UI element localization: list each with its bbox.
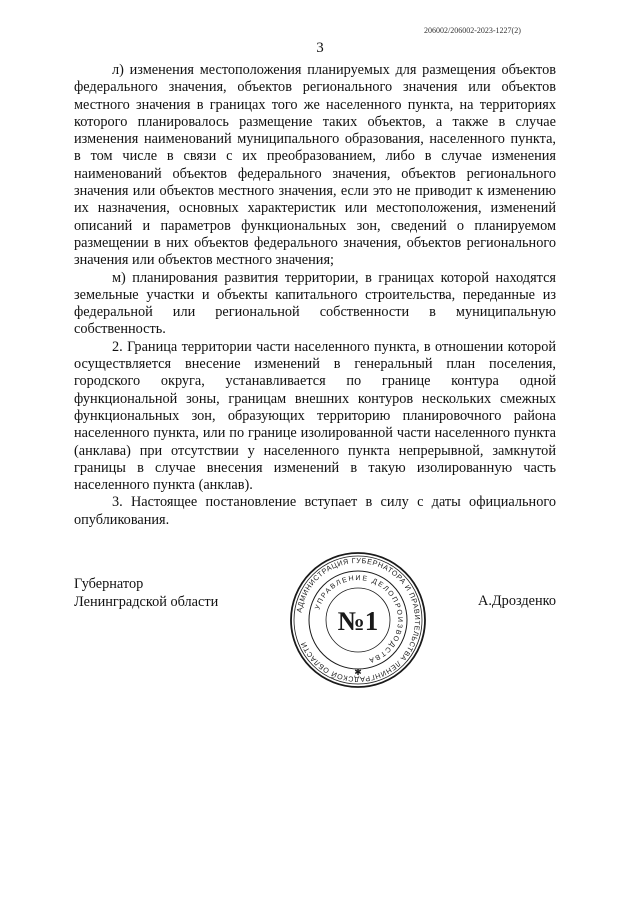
paragraph-3: 3. Настоящее постановление вступает в силу с даты официального опубликования. — [74, 494, 556, 528]
seal-number: №1 — [337, 606, 379, 636]
page-number: 3 — [316, 40, 324, 56]
document-body — [74, 62, 556, 529]
seal-inner-text: УПРАВЛЕНИЕ ДЕЛОПРОИЗВОДСТВА — [314, 574, 404, 664]
official-seal — [288, 550, 428, 690]
paragraph-m: м) планирования развития территории, в границах которой находятся земельные участки и объекты капитального строительства, переданные из федеральной или региональной собственности в муниципальную собственность. — [74, 269, 556, 338]
signatory-title — [74, 576, 218, 611]
paragraph-2: 2. Граница территории части населенного пункта, в отношении которой осуществляется внесение изменений в генеральный план поселения, городского округа, устанавливается по границе контура одной функциональной зоны, границам внешних контуров нескольких смежных функциональных зон, образующих территорию планировочного района населенного пункта, или по границе изолированной части населенного пункта (анклава) при отсутствии у населенного пункта непрерывной, замкнутой границы в случае внесения изменений в такую изолированную часть населенного пункта (анклав). — [74, 338, 556, 494]
paragraph-l: л) изменения местоположения планируемых для размещения объектов федерального значения, объектов регионального значения или объектов местного значения в границах того же населенного пункта, на территориях которого планировалось размещение таких объектов, а также в случае изменения наименований муниципального образования, населенного пункта, в том числе в связи с их преобразованием, либо в случае изменения наименований объектов федерального значения, объектов регионального значения или объектов местного значения, если это не приводит к изменению их назначения, основных характеристик или местоположения, изменений описаний и параметров функциональных зон, сведений о планируемом размещении в них объектов федерального значения, объектов регионального значения или объектов местного значения; — [74, 62, 556, 269]
seal-star-icon: ✱ — [354, 667, 362, 677]
seal-outer-text: АДМИНИСТРАЦИЯ ГУБЕРНАТОРА И ПРАВИТЕЛЬСТВА ЛЕНИНГРАДСКОЙ ОБЛАСТИ — [294, 555, 423, 685]
seal-graphic — [288, 550, 428, 690]
signatory-name: А.Дрозденко — [478, 593, 556, 609]
signatory-title-line1: Губернатор — [74, 576, 144, 592]
signatory-title-line2: Ленинградской области — [74, 593, 219, 610]
document-registration-number: 206002/206002-2023-1227(2) — [424, 26, 521, 35]
